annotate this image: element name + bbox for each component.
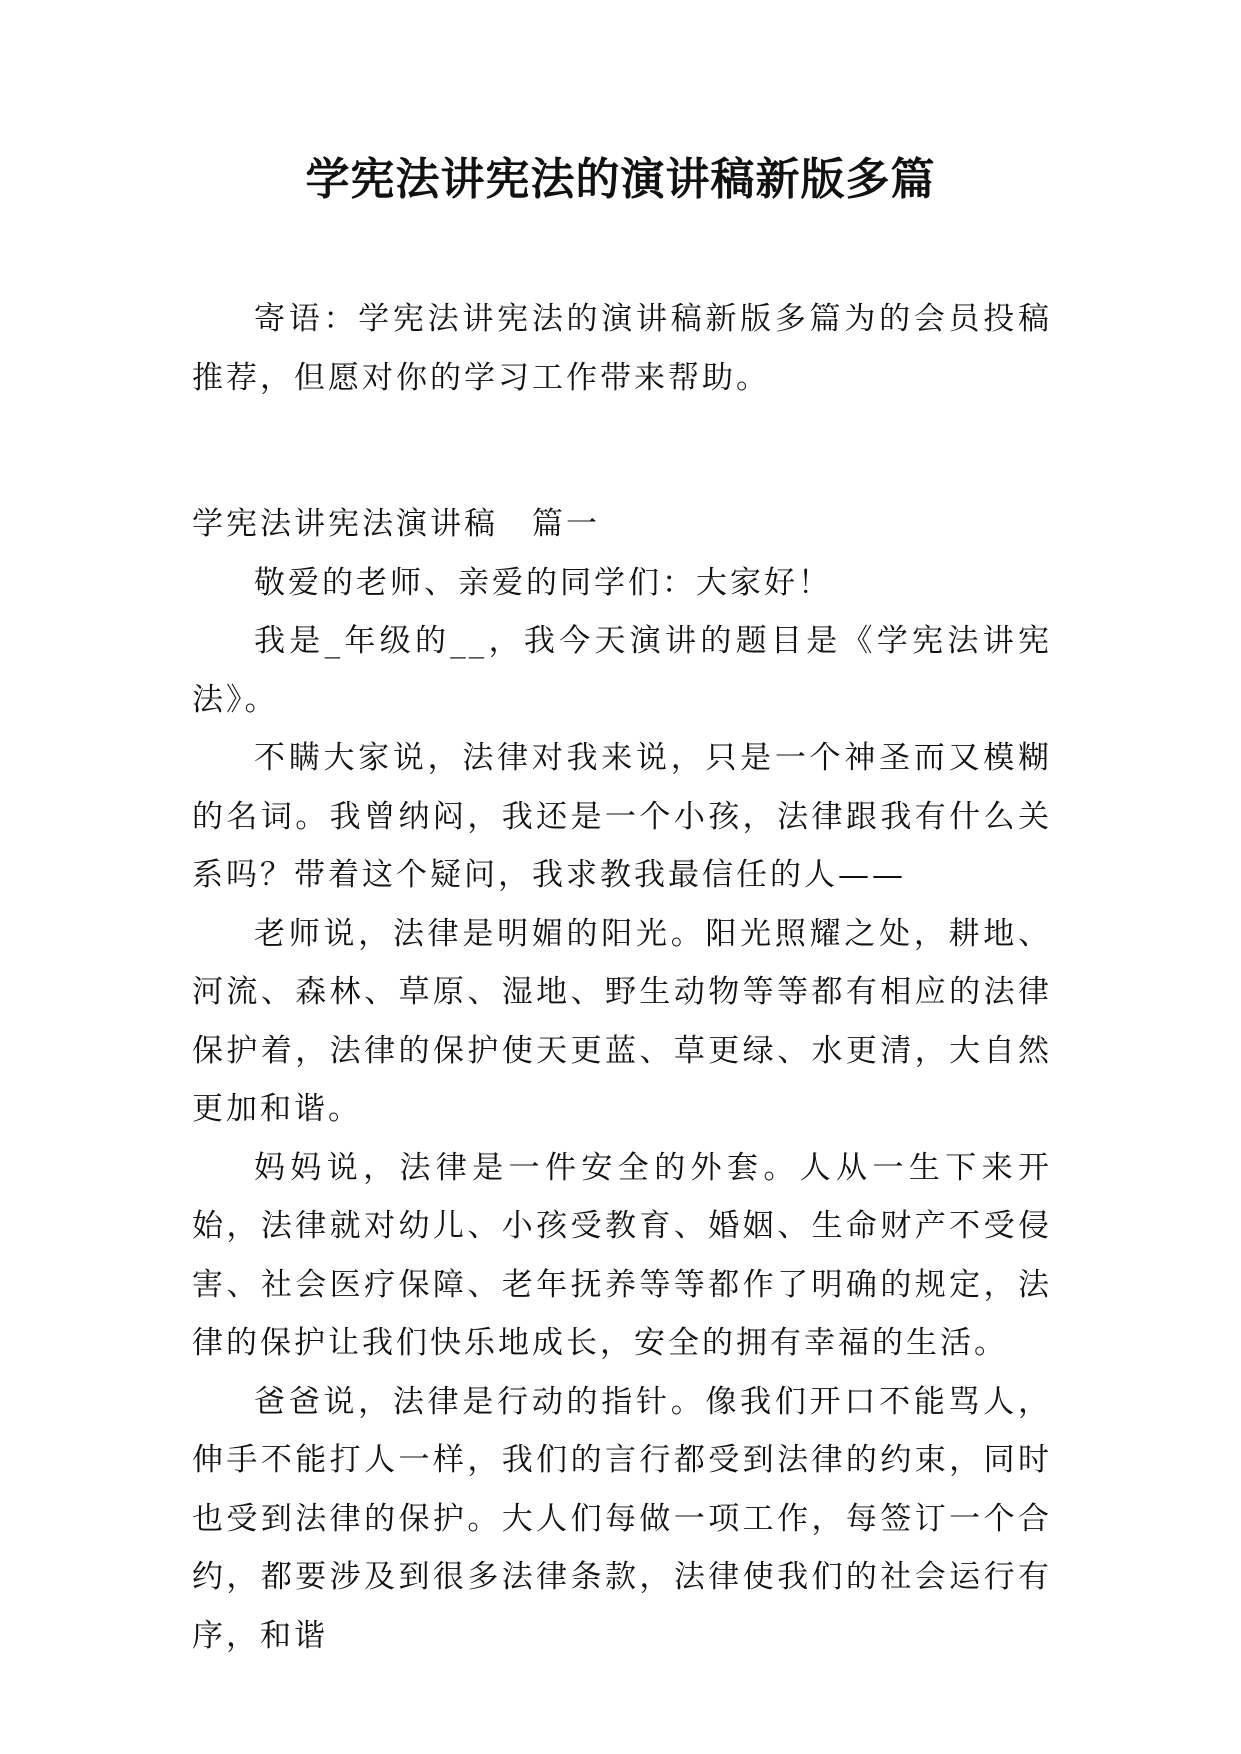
- paragraph-spacer: [192, 407, 1052, 495]
- body-paragraph: 敬爱的老师、亲爱的同学们：大家好！: [254, 564, 832, 601]
- body-paragraph: 我是_年级的__，我今天演讲的题目是《学宪法讲宪法》。: [192, 623, 1052, 718]
- document-title: 学宪法讲宪法的演讲稿新版多篇: [305, 154, 936, 205]
- body-paragraph: 老师说，法律是明媚的阳光。阳光照耀之处，耕地、河流、森林、草原、湿地、野生动物等等都有相应的法律保护着，法律的保护使天更蓝、草更绿、水更清，大自然更加和谐。: [192, 915, 1052, 1127]
- body-paragraph: 爸爸说，法律是行动的指针。像我们开口不能骂人，伸手不能打人一样，我们的言行都受到法律的约束，同时也受到法律的保护。大人们每做一项工作，每签订一个合约，都要涉及到很多法律条款，法律使我们的社会运行有序，和谐: [192, 1383, 1052, 1654]
- document-body: [192, 290, 1052, 1665]
- body-paragraph: 妈妈说，法律是一件安全的外套。人从一生下来开始，法律就对幼儿、小孩受教育、婚姻、生命财产不受侵害、社会医疗保障、老年抚养等等都作了明确的规定，法律的保护让我们快乐地成长，安全的拥有幸福的生活。: [192, 1149, 1052, 1361]
- section-heading: 学宪法讲宪法演讲稿 篇一: [192, 506, 600, 542]
- body-paragraph: 不瞒大家说，法律对我来说，只是一个神圣而又模糊的名词。我曾纳闷，我还是一个小孩，法律跟我有什么关系吗？带着这个疑问，我求教我最信任的人——: [192, 740, 1052, 893]
- intro-paragraph: 寄语：学宪法讲宪法的演讲稿新版多篇为的会员投稿推荐，但愿对你的学习工作带来帮助。: [192, 301, 1052, 396]
